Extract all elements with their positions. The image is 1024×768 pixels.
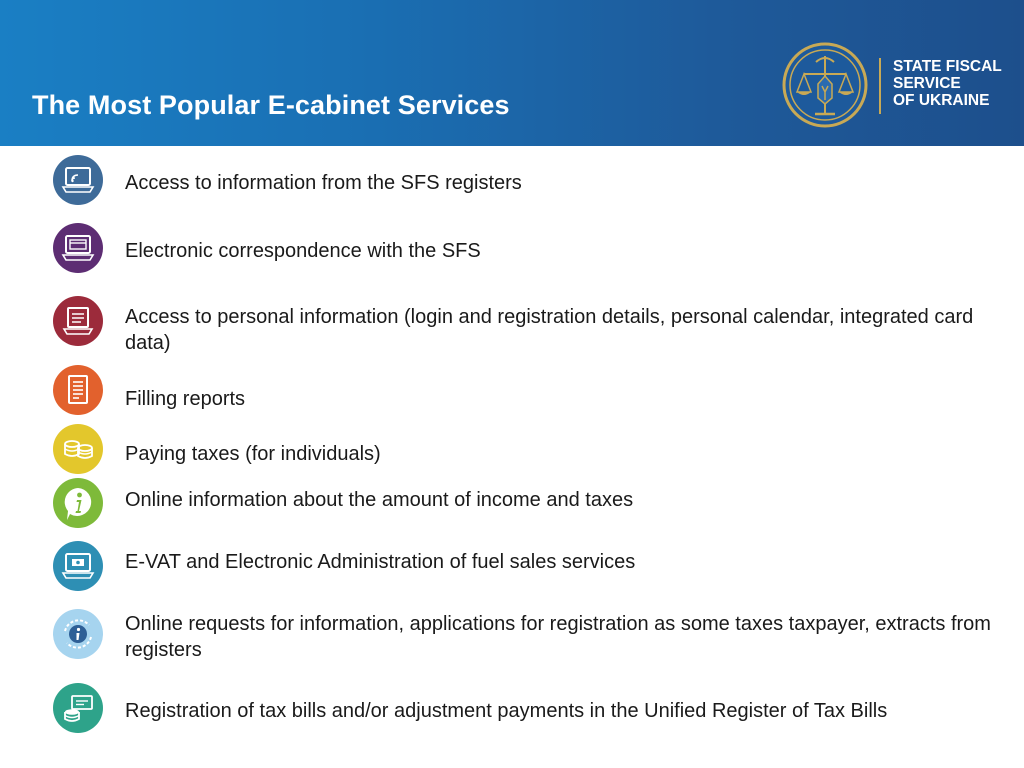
monitor-cash-icon bbox=[53, 541, 103, 591]
header-banner bbox=[0, 0, 1024, 146]
logo-line: OF UKRAINE bbox=[893, 92, 990, 109]
logo-line: SERVICE bbox=[893, 75, 961, 92]
laptop-document-icon bbox=[53, 296, 103, 346]
service-label: E-VAT and Electronic Administration of fuel sales services bbox=[125, 551, 636, 573]
logo-wordmark bbox=[893, 58, 1018, 109]
report-document-icon bbox=[53, 365, 103, 415]
info-speech-bubble-icon bbox=[53, 478, 103, 528]
service-label: Paying taxes (for individuals) bbox=[125, 443, 381, 465]
service-label: Registration of tax bills and/or adjustment payments in the Unified Register of Tax Bills bbox=[125, 700, 888, 722]
logo-line: STATE FISCAL bbox=[893, 58, 1002, 75]
monitor-wifi-icon bbox=[53, 155, 103, 205]
bills-coins-icon bbox=[53, 683, 103, 733]
service-label: Filling reports bbox=[125, 388, 246, 410]
service-label: Online information about the amount of income and taxes bbox=[125, 489, 634, 511]
emblem-logo-icon bbox=[782, 42, 868, 128]
monitor-window-icon bbox=[53, 223, 103, 273]
service-label: Online requests for information, applications for registration as some taxes taxpayer, extracts from registers bbox=[125, 613, 991, 661]
service-label: Access to information from the SFS registers bbox=[125, 172, 522, 194]
service-label: Access to personal information (login and registration details, personal calendar, integrated card data) bbox=[125, 306, 974, 354]
logo-divider bbox=[879, 58, 881, 114]
page-title: The Most Popular E-cabinet Services bbox=[32, 90, 510, 120]
service-label: Electronic correspondence with the SFS bbox=[125, 240, 481, 262]
info-refresh-icon bbox=[53, 609, 103, 659]
coins-icon bbox=[53, 424, 103, 474]
